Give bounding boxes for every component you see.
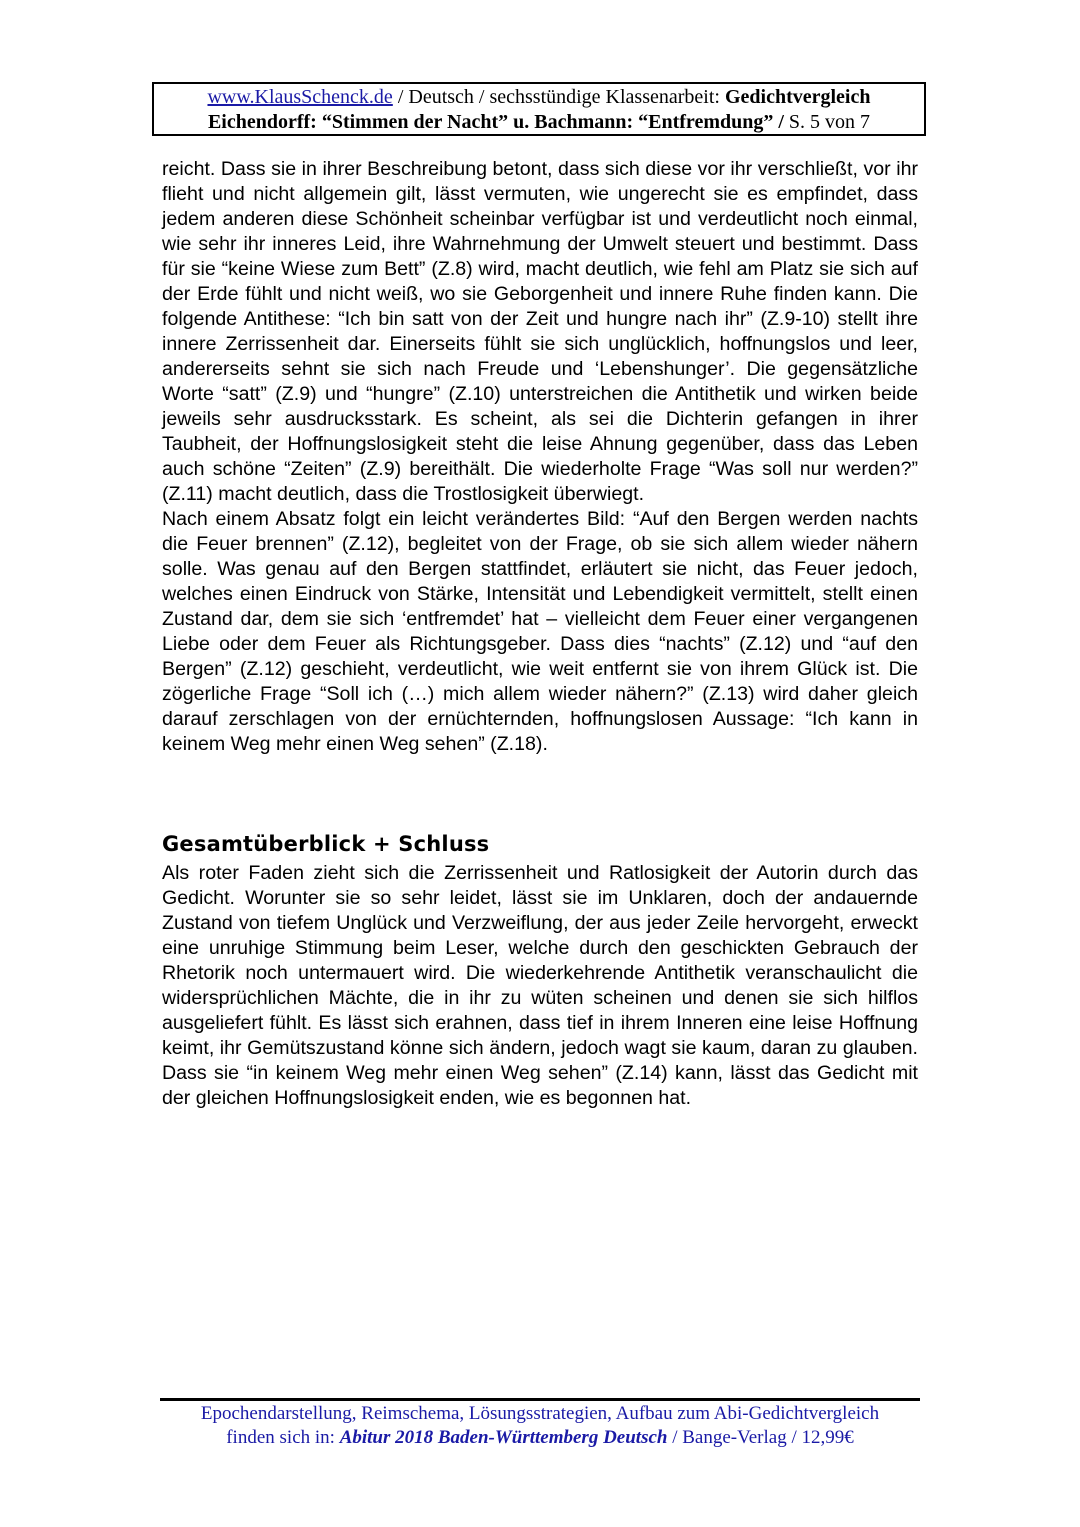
website-link[interactable]: www.KlausSchenck.de: [207, 86, 393, 108]
paragraph-1: reicht. Dass sie in ihrer Beschreibung betont, dass sich diese vor ihr verschließt, vor ihr flieht und nicht allgemein gilt, lässt vermuten, wie ungerecht sie es empfindet, dass jedem anderen diese Schönheit scheinbar verfügbar ist und verdeutlicht noch einmal, wie sehr ihr inneres Leid, ihre Wahrnehmung der Umwelt steuert und bestimmt. Dass für sie “keine Wiese zum Bett” (Z.8) wird, macht deutlich, wie fehl am Platz sie sich auf der Erde fühlt und nicht weiß, wo sie Geborgenheit und innere Ruhe finden kann. Die folgende Antithese: “Ich bin satt von der Zeit und hungre nach ihr” (Z.9-10) stellt ihre innere Zerrissenheit dar. Einerseits fühlt sie sich unglücklich, hoffnungslos und leer, andererseits sehnt sie sich nach Freude und ‘Lebenshunger’. Die gegensätzliche Worte “satt” (Z.9) und “hungre” (Z.10) unterstreichen die Antithetik und wirken beide jeweils sehr ausdrucksstark. Es scheint, als sei die Dichterin gefangen in ihrer Taubheit, der Hoffnungslosigkeit steht die leise Ahnung gegenüber, dass das Leben auch schöne “Zeiten” (Z.9) bereithält. Die wiederholte Frage “Was soll nur werden?” (Z.11) macht deutlich, dass die Trostlosigkeit überwiegt.: [162, 158, 918, 505]
footer-prefix: finden sich in:: [226, 1427, 340, 1448]
page-footer: [140, 1402, 940, 1450]
conclusion-paragraph: Als roter Faden zieht sich die Zerrissenheit und Ratlosigkeit der Autorin durch das Gedicht. Worunter sie so sehr leidet, lässt sie im Unklaren, doch der andauernde Zustand von tiefem Unglück und Verzweiflung, der aus jeder Zeile hervorgeht, erweckt eine unruhige Stimmung beim Leser, welche durch den geschickten Gebrauch der Rhetorik noch untermauert wird. Die wiederkehrende Antithetik veranschaulicht die widersprüchlichen Mächte, die in ihr zu wüten scheinen und denen sie sich hilflos ausgeliefert fühlt. Es lässt sich erahnen, dass tief in ihrem Inneren eine leise Hoffnung keimt, ihr Gemütszustand könne sich ändern, jedoch wagt sie kaum, daran zu glauben. Dass sie “in keinem Weg mehr einen Weg sehen” (Z.14) kann, lässt das Gedicht mit der gleichen Hoffnungslosigkeit enden, wie es begonnen hat.: [162, 862, 918, 1109]
header-line-1: [154, 85, 924, 110]
paragraph-2: Nach einem Absatz folgt ein leicht verändertes Bild: “Auf den Bergen werden nachts die Feuer brennen” (Z.12), begleitet von der Frage, ob sie sich allem wieder nähern solle. Was genau auf den Bergen stattfindet, erläutert sie nicht, das Feuer jedoch, welches einen Eindruck von Stärke, Intensität und Lebendigkeit vermittelt, stellt einen Zustand dar, dem sie sich ‘entfremdet’ hat – vielleicht dem Feuer einer vergangenen Liebe oder dem Feuer als Richtungsgeber. Dass dies “nachts” (Z.12) und “auf den Bergen” (Z.12) geschieht, verdeutlicht, wie weit entfernt sie von ihrem Glück ist. Die zögerliche Frage “Soll ich (…) mich allem wieder nähern?” (Z.13) wird daher gleich darauf zerschlagen von der ernüchternden, hoffnungslosen Aussage: “Ich kann in keinem Weg mehr einen Weg sehen” (Z.18).: [162, 508, 918, 755]
conclusion-text: [162, 861, 918, 1111]
header-subject: / Deutsch / sechsstündige Klassenarbeit:: [392, 86, 725, 108]
page-header: [152, 82, 926, 136]
book-title: Abitur 2018 Baden-Württemberg Deutsch: [339, 1427, 668, 1448]
header-line-2: [154, 110, 924, 135]
page-number: S. 5 von 7: [783, 111, 871, 133]
footer-line-1: Epochendarstellung, Reimschema, Lösungsstrategien, Aufbau zum Abi-Gedichtvergleich: [200, 1403, 880, 1424]
analysis-text: [162, 157, 918, 757]
header-topic: Gedichtvergleich: [724, 86, 871, 108]
footer-publisher: / Bange-Verlag / 12,99€: [667, 1427, 854, 1448]
footer-line-2: [140, 1426, 940, 1450]
footer-divider: [160, 1398, 920, 1401]
section-heading: Gesamtüberblick + Schluss: [162, 832, 490, 856]
header-poems: Eichendorff: “Stimmen der Nacht” u. Bachmann: “Entfremdung” /: [207, 111, 784, 133]
